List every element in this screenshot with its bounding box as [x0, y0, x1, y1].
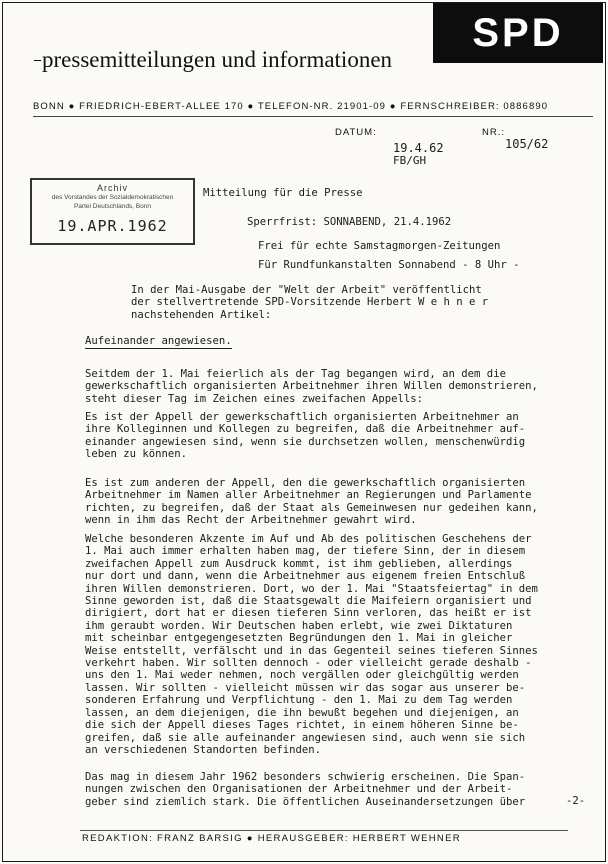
text-line: Welche besonderen Akzente im Auf und Ab des politischen Geschehens der: [85, 533, 532, 545]
text-line: Weise entstellt, verfälscht und in das Gegenteil seines tieferen Sinnes: [85, 644, 538, 657]
text-line: uns den 1. Mai weder nehmen, noch vergällen oder gleichgültig werden: [85, 669, 519, 682]
footer-editorial: REDAKTION: FRANZ BARSIG ● HERAUSGEBER: HERBERT WEHNER: [82, 833, 461, 844]
text-line: geber sind ziemlich stark. Die öffentlichen Auseinandersetzungen über: [85, 795, 526, 808]
document-initials: FB/GH: [393, 154, 427, 167]
text-line: 1. Mai auch immer erhalten haben mag, der tiefere Sinn, der in diesem: [85, 545, 526, 558]
article-title: Aufeinander angewiesen.: [85, 335, 232, 347]
article-title-wrap: [85, 335, 232, 347]
text-line: richten, zu begreifen, daß der Staat als Gemeinwesen nur gedeihen kann,: [85, 501, 538, 514]
text-line: an verschiedenen Standorten befinden.: [85, 743, 321, 756]
text-line: die sich der Appell dieses Tages richtet, in einem höheren Sinne be-: [85, 719, 519, 732]
stamp-line-partei: Partei Deutschlands, Bonn: [74, 203, 151, 210]
text-line: lassen. Wir sollten - vielleicht müssen wir das sogar aus unserer be-: [85, 681, 526, 694]
release-broadcast: Für Rundfunkanstalten Sonnabend - 8 Uhr -: [258, 259, 520, 271]
paragraph-2: [85, 411, 525, 461]
text-line: Es ist der Appell der gewerkschaftlich organisierten Arbeitnehmer an: [85, 411, 519, 423]
paragraph-4: [85, 533, 538, 756]
release-newspapers: Frei für echte Samstagmorgen-Zeitungen: [258, 240, 501, 252]
document-date: 19.4.62: [393, 141, 444, 155]
text-line: Das mag in diesem Jahr 1962 besonders schwierig erscheinen. Die Span-: [85, 771, 526, 783]
number-label: NR.:: [482, 127, 505, 138]
paragraph-1: [85, 368, 538, 405]
paragraph-5: [85, 771, 525, 808]
text-line: Arbeitnehmer im Namen aller Arbeitnehmer an Regierungen und Parlamente: [85, 489, 532, 502]
address-divider: [33, 116, 593, 117]
dash-mark-icon: [34, 60, 41, 61]
text-line: Seitdem der 1. Mai feierlich als der Tag begangen wird, an dem die: [85, 368, 506, 380]
text-line: zweifachen Appell zum Ausdruck kommt, ist ihm geblieben, allerdings: [85, 557, 513, 570]
intro-line: In der Mai-Ausgabe der "Welt der Arbeit" veröffentlicht: [131, 284, 482, 296]
text-line: greifen, daß sie alle aufeinander angewiesen sind, auch wenn sie sich: [85, 731, 526, 744]
text-line: verkehrt haben. Wir sollten dennoch - oder vielleicht gerade deshalb -: [85, 657, 532, 670]
intro-line: nachstehenden Artikel:: [131, 308, 272, 321]
footer-divider: [80, 830, 568, 831]
embargo-line: Sperrfrist: SONNABEND, 21.4.1962: [247, 216, 452, 228]
page-continuation-marker: -2-: [566, 795, 586, 807]
text-line: wenn in ihm das Recht der Arbeitnehmer gewahrt wird.: [85, 514, 417, 527]
text-line: gewerkschaftlich organisierten Arbeitnehmer ihren Willen demonstrieren,: [85, 380, 538, 393]
text-line: Sinne geworden ist, daß die Staatsgewalt die Maifeiern organisiert und: [85, 595, 532, 608]
text-line: leben zu können.: [85, 448, 188, 461]
document-number: 105/62: [505, 137, 549, 151]
text-line: lassen, an dem diejenigen, die ihn bewußt begehen und diejenigen, an: [85, 706, 519, 719]
stamp-line-archiv: Archiv: [96, 183, 128, 193]
text-line: Es ist zum anderen der Appell, den die gewerkschaftlich organisierten: [85, 477, 526, 489]
archive-stamp: [30, 178, 195, 245]
intro-line: der stellvertretende SPD-Vorsitzende Herbert W e h n e r: [131, 296, 489, 309]
text-line: sonderen Erfahrung und Verpflichtung - den 1. Mai zu dem Tag werden: [85, 694, 513, 707]
letterhead-title: pressemitteilungen und informationen: [42, 47, 393, 72]
release-heading: Mitteilung für die Presse: [203, 187, 363, 199]
text-line: ihre Kolleginnen und Kollegen zu begreifen, daß die Arbeitnehmer auf-: [85, 423, 526, 436]
date-label: DATUM:: [335, 127, 377, 138]
text-line: mit scheinbar entgegengesetzten Begründungen den 1. Mai in gleicher: [85, 632, 513, 645]
intro-paragraph: [131, 284, 488, 321]
paragraph-3: [85, 477, 538, 527]
text-line: ihm geraubt worden. Wir Deutschen haben erlebt, wie zwei Diktaturen: [85, 619, 513, 632]
text-line: dirigiert, dort hat er diesen tieferen Sinn verloren, das heißt er ist: [85, 607, 532, 620]
text-line: nungen zwischen den Organisationen der Arbeitnehmer und der Arbeit-: [85, 783, 513, 796]
text-line: einander angewiesen sind, wenn sie durchsetzen wollen, menschenwürdig: [85, 435, 526, 448]
spd-logo: SPD: [433, 3, 603, 63]
text-line: nur dort und dann, wenn die Arbeitnehmer aus eigenem freien Entschluß: [85, 570, 526, 583]
text-line: steht dieser Tag im Zeichen eines zweifachen Appells:: [85, 392, 424, 405]
letterhead-address: BONN ● FRIEDRICH-EBERT-ALLEE 170 ● TELEFON-NR. 21901-09 ● FERNSCHREIBER: 0886890: [33, 101, 549, 112]
stamp-date: 19.APR.1962: [57, 217, 168, 235]
stamp-line-vorstand: des Vorstandes der Sozialdemokratischen: [51, 194, 174, 201]
text-line: ihren Willen demonstrieren. Dort, wo der 1. Mai "Staatsfeiertag" in dem: [85, 582, 538, 595]
